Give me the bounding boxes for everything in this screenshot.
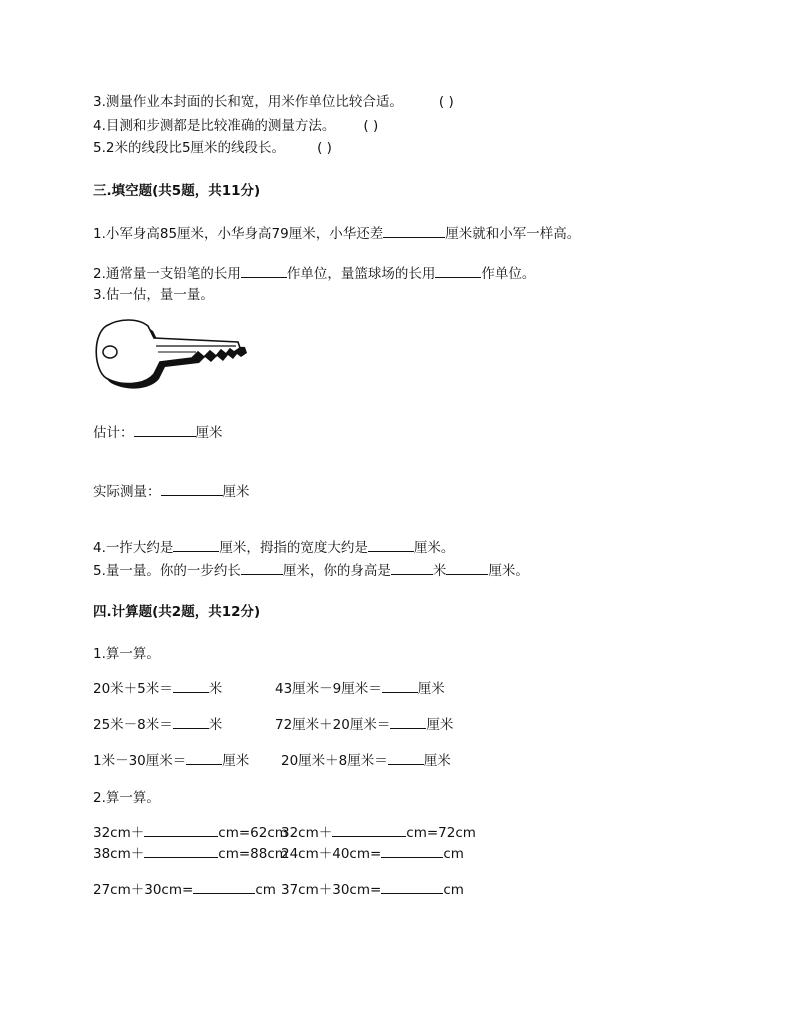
- calc-row-cm: 38cm＋ cm=88cm24cm＋40cm= cm: [93, 846, 464, 862]
- answer-blank[interactable]: [173, 680, 209, 693]
- answer-blank[interactable]: [390, 716, 426, 729]
- fill-question-4: 4.一拃大约是 厘米，拇指的宽度大约是 厘米。: [93, 540, 455, 556]
- answer-blank[interactable]: [388, 752, 424, 765]
- answer-blank[interactable]: [144, 845, 218, 858]
- section-title-calculation: 四.计算题(共2题，共12分): [93, 604, 261, 620]
- measure-blank[interactable]: [161, 483, 223, 496]
- calc-row: 25米－8米＝ 米 72厘米＋20厘米＝ 厘米: [93, 717, 454, 733]
- answer-blank[interactable]: [241, 265, 287, 278]
- answer-blank[interactable]: [144, 824, 218, 837]
- key-image: [92, 318, 248, 390]
- section-title-fill-in: 三.填空题(共5题，共11分): [93, 183, 261, 199]
- calc-row: 1米－30厘米＝ 厘米 20厘米＋8厘米＝ 厘米: [93, 753, 451, 769]
- calc-row: 20米＋5米＝ 米 43厘米－9厘米＝ 厘米: [93, 681, 445, 697]
- calc-row-cm: 27cm＋30cm= cm 37cm＋30cm= cm: [93, 882, 464, 898]
- measure-line: 实际测量： 厘米: [93, 484, 250, 500]
- fill-question-2: 2.通常量一支铅笔的长用 作单位，量篮球场的长用 作单位。: [93, 266, 536, 282]
- judgment-item-5: 5.2米的线段比5厘米的线段长。 ( ): [93, 140, 332, 156]
- answer-blank[interactable]: [173, 716, 209, 729]
- fill-question-5: 5.量一量。你的一步约长 厘米，你的身高是 米 厘米。: [93, 563, 529, 579]
- fill-question-3: 3.估一估，量一量。: [93, 287, 214, 303]
- answer-bracket[interactable]: ( ): [363, 118, 379, 134]
- answer-blank[interactable]: [381, 881, 443, 894]
- answer-blank[interactable]: [391, 562, 433, 575]
- estimate-line: 估计： 厘米: [93, 425, 223, 441]
- calc-question-2-title: 2.算一算。: [93, 790, 160, 806]
- answer-bracket[interactable]: ( ): [317, 140, 332, 156]
- calc-row-cm: 32cm＋ cm=62cm32cm＋ cm=72cm: [93, 825, 476, 841]
- answer-blank[interactable]: [435, 265, 481, 278]
- estimate-blank[interactable]: [134, 424, 196, 437]
- answer-blank[interactable]: [382, 680, 418, 693]
- answer-blank[interactable]: [186, 752, 222, 765]
- fill-question-1: 1.小军身高85厘米，小华身高79厘米，小华还差 厘米就和小军一样高。: [93, 226, 581, 242]
- answer-blank[interactable]: [241, 562, 283, 575]
- answer-bracket[interactable]: ( ): [438, 94, 454, 110]
- answer-blank[interactable]: [381, 845, 443, 858]
- answer-blank[interactable]: [193, 881, 255, 894]
- judgment-item-3: 3.测量作业本封面的长和宽，用米作单位比较合适。 ( ): [93, 94, 454, 110]
- answer-blank[interactable]: [173, 539, 219, 552]
- answer-blank[interactable]: [368, 539, 414, 552]
- calc-question-1-title: 1.算一算。: [93, 646, 160, 662]
- answer-blank[interactable]: [332, 824, 406, 837]
- answer-blank[interactable]: [446, 562, 488, 575]
- judgment-item-4: 4.目测和步测都是比较准确的测量方法。 ( ): [93, 118, 379, 134]
- answer-blank[interactable]: [383, 225, 445, 238]
